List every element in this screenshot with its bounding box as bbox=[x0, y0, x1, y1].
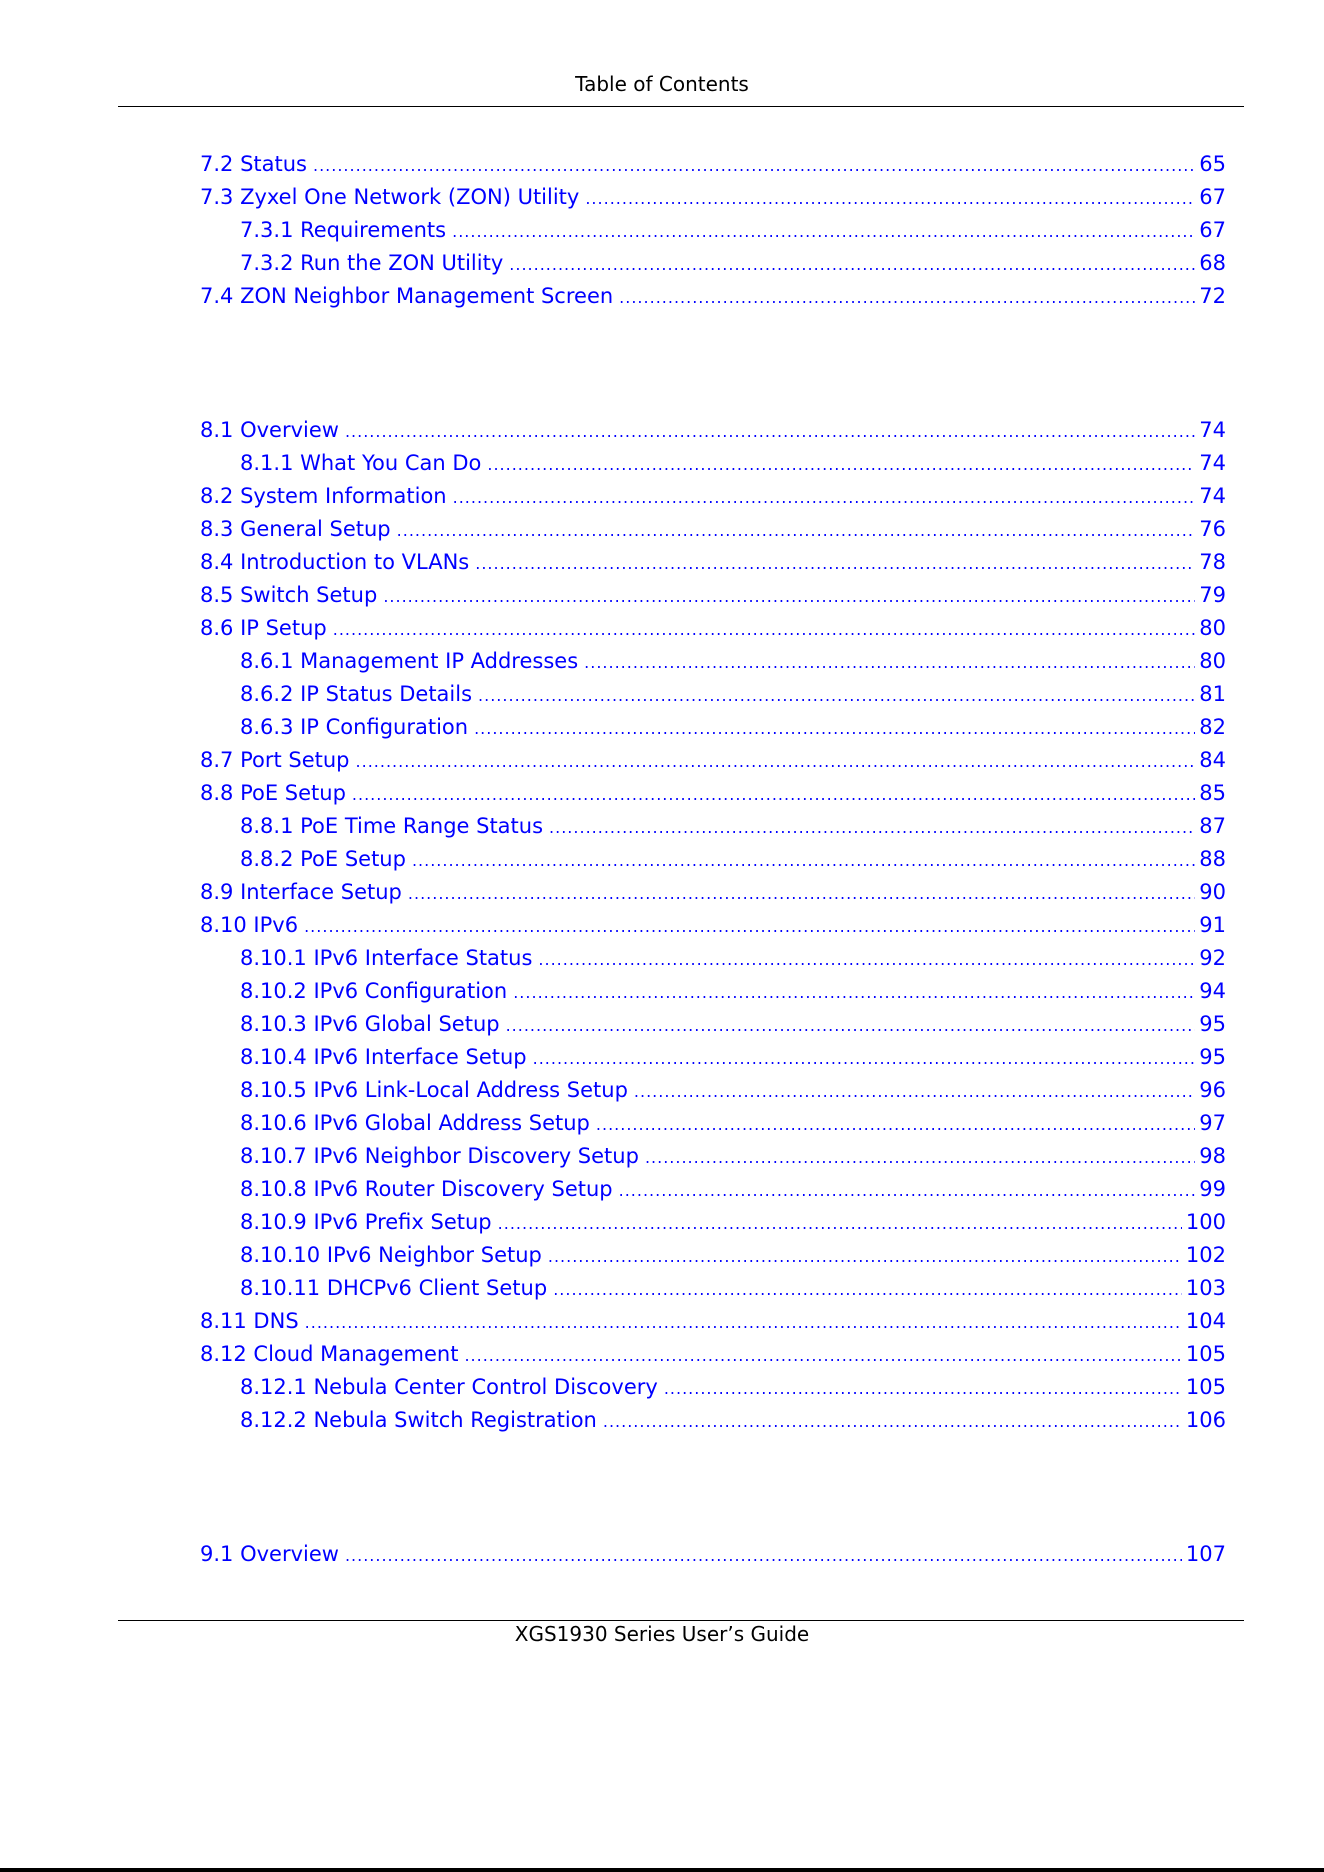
toc-dot-leader bbox=[474, 719, 1195, 738]
toc-entry[interactable] bbox=[240, 979, 1226, 1012]
toc-dot-leader bbox=[596, 1115, 1195, 1134]
toc-entry-label: 7.3 Zyxel One Network (ZON) Utility bbox=[200, 185, 580, 209]
toc-entry[interactable] bbox=[200, 185, 1226, 218]
toc-dot-leader bbox=[356, 752, 1196, 771]
toc-entry-page-number: 105 bbox=[1185, 1375, 1226, 1399]
toc-entry-page-number: 91 bbox=[1199, 913, 1226, 937]
toc-entry-page-number: 76 bbox=[1199, 517, 1226, 541]
toc-entry-page-number: 105 bbox=[1185, 1342, 1226, 1366]
toc-entry[interactable] bbox=[200, 1342, 1226, 1375]
toc-entry-page-number: 103 bbox=[1185, 1276, 1226, 1300]
toc-entry-page-number: 102 bbox=[1185, 1243, 1226, 1267]
toc-dot-leader bbox=[304, 917, 1195, 936]
page-bottom-edge bbox=[0, 1868, 1324, 1872]
toc-dot-leader bbox=[533, 1049, 1196, 1068]
toc-entry-page-number: 95 bbox=[1199, 1012, 1226, 1036]
toc-dot-leader bbox=[478, 686, 1195, 705]
toc-dot-leader bbox=[603, 1412, 1182, 1431]
toc-entry-label: 8.8 PoE Setup bbox=[200, 781, 346, 805]
toc-entry[interactable] bbox=[200, 748, 1226, 781]
toc-entry-page-number: 72 bbox=[1199, 284, 1226, 308]
toc-dot-leader bbox=[475, 554, 1195, 573]
toc-entry[interactable] bbox=[240, 1144, 1226, 1177]
page-header-title: Table of Contents bbox=[575, 72, 749, 96]
toc-entry-label: 8.10.11 DHCPv6 Client Setup bbox=[240, 1276, 548, 1300]
toc-entry-page-number: 104 bbox=[1185, 1309, 1226, 1333]
toc-dot-leader bbox=[619, 1181, 1196, 1200]
toc-dot-leader bbox=[548, 1247, 1182, 1266]
toc-entry[interactable] bbox=[240, 1210, 1226, 1243]
toc-entry-label: 8.10 IPv6 bbox=[200, 913, 299, 937]
toc-dot-leader bbox=[513, 983, 1195, 1002]
toc-dot-leader bbox=[383, 587, 1195, 606]
toc-entry-page-number: 81 bbox=[1199, 682, 1226, 706]
toc-entry-page-number: 78 bbox=[1199, 550, 1226, 574]
toc-dot-leader bbox=[333, 620, 1196, 639]
toc-dot-leader bbox=[619, 288, 1195, 307]
toc-dot-leader bbox=[553, 1280, 1182, 1299]
toc-entry-label: 8.6.1 Management IP Addresses bbox=[240, 649, 579, 673]
toc-entry[interactable] bbox=[240, 1408, 1226, 1441]
toc-entry-page-number: 106 bbox=[1185, 1408, 1226, 1432]
toc-entry[interactable] bbox=[200, 1309, 1226, 1342]
toc-entry-page-number: 98 bbox=[1199, 1144, 1226, 1168]
toc-dot-leader bbox=[645, 1148, 1195, 1167]
toc-entry-page-number: 92 bbox=[1199, 946, 1226, 970]
toc-entry-page-number: 85 bbox=[1199, 781, 1226, 805]
toc-dot-leader bbox=[538, 950, 1195, 969]
toc-entry[interactable] bbox=[200, 913, 1226, 946]
toc-entry-page-number: 99 bbox=[1199, 1177, 1226, 1201]
toc-entry-page-number: 68 bbox=[1199, 251, 1226, 275]
toc-entry[interactable] bbox=[240, 1111, 1226, 1144]
toc-entry[interactable] bbox=[240, 1375, 1226, 1408]
toc-entry[interactable] bbox=[240, 218, 1226, 251]
toc-entry-label: 8.3 General Setup bbox=[200, 517, 391, 541]
toc-dot-leader bbox=[397, 521, 1196, 540]
toc-dot-leader bbox=[506, 1016, 1196, 1035]
toc-dot-leader bbox=[345, 1546, 1182, 1565]
toc-entry-page-number: 90 bbox=[1199, 880, 1226, 904]
toc-dot-leader bbox=[352, 785, 1195, 804]
toc-entry-page-number: 84 bbox=[1199, 748, 1226, 772]
toc-entry-label: 8.10.7 IPv6 Neighbor Discovery Setup bbox=[240, 1144, 639, 1168]
toc-entry[interactable] bbox=[240, 814, 1226, 847]
toc-entry-label: 7.2 Status bbox=[200, 152, 307, 176]
toc-entry-page-number: 96 bbox=[1199, 1078, 1226, 1102]
toc-dot-leader bbox=[664, 1379, 1182, 1398]
toc-entry-label: 8.5 Switch Setup bbox=[200, 583, 378, 607]
toc-dot-leader bbox=[452, 222, 1195, 241]
header-divider bbox=[118, 106, 1244, 107]
toc-entry-label: 8.7 Port Setup bbox=[200, 748, 350, 772]
toc-entry[interactable] bbox=[240, 1012, 1226, 1045]
toc-entry-page-number: 107 bbox=[1185, 1542, 1226, 1566]
toc-entry-page-number: 95 bbox=[1199, 1045, 1226, 1069]
toc-entry-label: 8.12.2 Nebula Switch Registration bbox=[240, 1408, 597, 1432]
toc-entry-page-number: 79 bbox=[1199, 583, 1226, 607]
toc-entry[interactable] bbox=[200, 284, 1226, 317]
toc-entry[interactable] bbox=[200, 1542, 1226, 1575]
toc-entry-label: 8.10.9 IPv6 Prefix Setup bbox=[240, 1210, 492, 1234]
toc-entry-page-number: 87 bbox=[1199, 814, 1226, 838]
toc-dot-leader bbox=[487, 455, 1195, 474]
toc-entry-label: 8.8.1 PoE Time Range Status bbox=[240, 814, 544, 838]
toc-entry-label: 8.6 IP Setup bbox=[200, 616, 327, 640]
toc-dot-leader bbox=[453, 488, 1196, 507]
toc-entry-page-number: 74 bbox=[1199, 484, 1226, 508]
toc-entry[interactable] bbox=[240, 451, 1226, 484]
toc-dot-leader bbox=[584, 653, 1195, 672]
toc-entry[interactable] bbox=[200, 583, 1226, 616]
toc-entry-label: 7.4 ZON Neighbor Management Screen bbox=[200, 284, 614, 308]
toc-entry-label: 8.10.6 IPv6 Global Address Setup bbox=[240, 1111, 590, 1135]
toc-entry-label: 9.1 Overview bbox=[200, 1542, 339, 1566]
toc-entry-label: 8.10.1 IPv6 Interface Status bbox=[240, 946, 533, 970]
toc-entry[interactable] bbox=[240, 649, 1226, 682]
toc-entry[interactable] bbox=[240, 946, 1226, 979]
toc-dot-leader bbox=[345, 422, 1195, 441]
toc-entry[interactable] bbox=[200, 616, 1226, 649]
toc-entry-label: 8.1 Overview bbox=[200, 418, 339, 442]
toc-entry-label: 8.2 System Information bbox=[200, 484, 447, 508]
toc-entry[interactable] bbox=[240, 1045, 1226, 1078]
toc-entry[interactable] bbox=[200, 152, 1226, 185]
toc-entry-label: 8.4 Introduction to VLANs bbox=[200, 550, 470, 574]
toc-entry-page-number: 74 bbox=[1199, 451, 1226, 475]
toc-entry-page-number: 97 bbox=[1199, 1111, 1226, 1135]
toc-entry[interactable] bbox=[200, 550, 1226, 583]
toc-entry[interactable] bbox=[240, 1177, 1226, 1210]
toc-dot-leader bbox=[313, 156, 1195, 175]
toc-entry[interactable] bbox=[240, 1243, 1226, 1276]
toc-entry[interactable] bbox=[240, 715, 1226, 748]
toc-dot-leader bbox=[464, 1346, 1181, 1365]
toc-dot-leader bbox=[509, 255, 1195, 274]
toc-entry[interactable] bbox=[200, 781, 1226, 814]
toc-entry[interactable] bbox=[200, 880, 1226, 913]
toc-entry-label: 8.10.4 IPv6 Interface Setup bbox=[240, 1045, 527, 1069]
toc-dot-leader bbox=[412, 851, 1195, 870]
toc-entry-page-number: 80 bbox=[1199, 649, 1226, 673]
toc-dot-leader bbox=[549, 818, 1195, 837]
toc-entry-label: 8.8.2 PoE Setup bbox=[240, 847, 406, 871]
toc-entry[interactable] bbox=[240, 251, 1226, 284]
toc-dot-leader bbox=[408, 884, 1195, 903]
toc-entry-page-number: 80 bbox=[1199, 616, 1226, 640]
toc-entry-label: 8.12 Cloud Management bbox=[200, 1342, 459, 1366]
toc-entry-page-number: 82 bbox=[1199, 715, 1226, 739]
toc-entry-page-number: 88 bbox=[1199, 847, 1226, 871]
toc-entry-label: 8.10.8 IPv6 Router Discovery Setup bbox=[240, 1177, 613, 1201]
toc-entry-page-number: 65 bbox=[1199, 152, 1226, 176]
footer-divider bbox=[118, 1620, 1244, 1621]
toc-dot-leader bbox=[585, 189, 1195, 208]
toc-entry-label: 7.3.2 Run the ZON Utility bbox=[240, 251, 504, 275]
toc-entry-label: 8.1.1 What You Can Do bbox=[240, 451, 482, 475]
toc-entry-page-number: 67 bbox=[1199, 218, 1226, 242]
toc-entry-page-number: 67 bbox=[1199, 185, 1226, 209]
page-footer: XGS1930 Series User’s Guide bbox=[514, 1622, 810, 1646]
toc-entry[interactable] bbox=[200, 517, 1226, 550]
toc-entry-page-number: 94 bbox=[1199, 979, 1226, 1003]
toc-entry-label: 7.3.1 Requirements bbox=[240, 218, 447, 242]
toc-entry-label: 8.10.2 IPv6 Configuration bbox=[240, 979, 508, 1003]
toc-entry-page-number: 74 bbox=[1199, 418, 1226, 442]
toc-entry-label: 8.9 Interface Setup bbox=[200, 880, 402, 904]
toc-entry-label: 8.10.5 IPv6 Link-Local Address Setup bbox=[240, 1078, 628, 1102]
toc-entry-label: 8.12.1 Nebula Center Control Discovery bbox=[240, 1375, 658, 1399]
toc-entry-page-number: 100 bbox=[1185, 1210, 1226, 1234]
toc-entry-label: 8.6.2 IP Status Details bbox=[240, 682, 473, 706]
toc-entry[interactable] bbox=[240, 1078, 1226, 1111]
toc-entry[interactable] bbox=[240, 847, 1226, 880]
toc-entry-label: 8.10.10 IPv6 Neighbor Setup bbox=[240, 1243, 542, 1267]
toc-dot-leader bbox=[305, 1313, 1182, 1332]
toc-entry-label: 8.6.3 IP Configuration bbox=[240, 715, 469, 739]
toc-entry[interactable] bbox=[200, 484, 1226, 517]
toc-entry[interactable] bbox=[240, 682, 1226, 715]
toc-entry-label: 8.10.3 IPv6 Global Setup bbox=[240, 1012, 500, 1036]
toc-entry-label: 8.11 DNS bbox=[200, 1309, 299, 1333]
toc-entry[interactable] bbox=[200, 418, 1226, 451]
toc-entry[interactable] bbox=[240, 1276, 1226, 1309]
toc-dot-leader bbox=[634, 1082, 1195, 1101]
toc-dot-leader bbox=[498, 1214, 1182, 1233]
